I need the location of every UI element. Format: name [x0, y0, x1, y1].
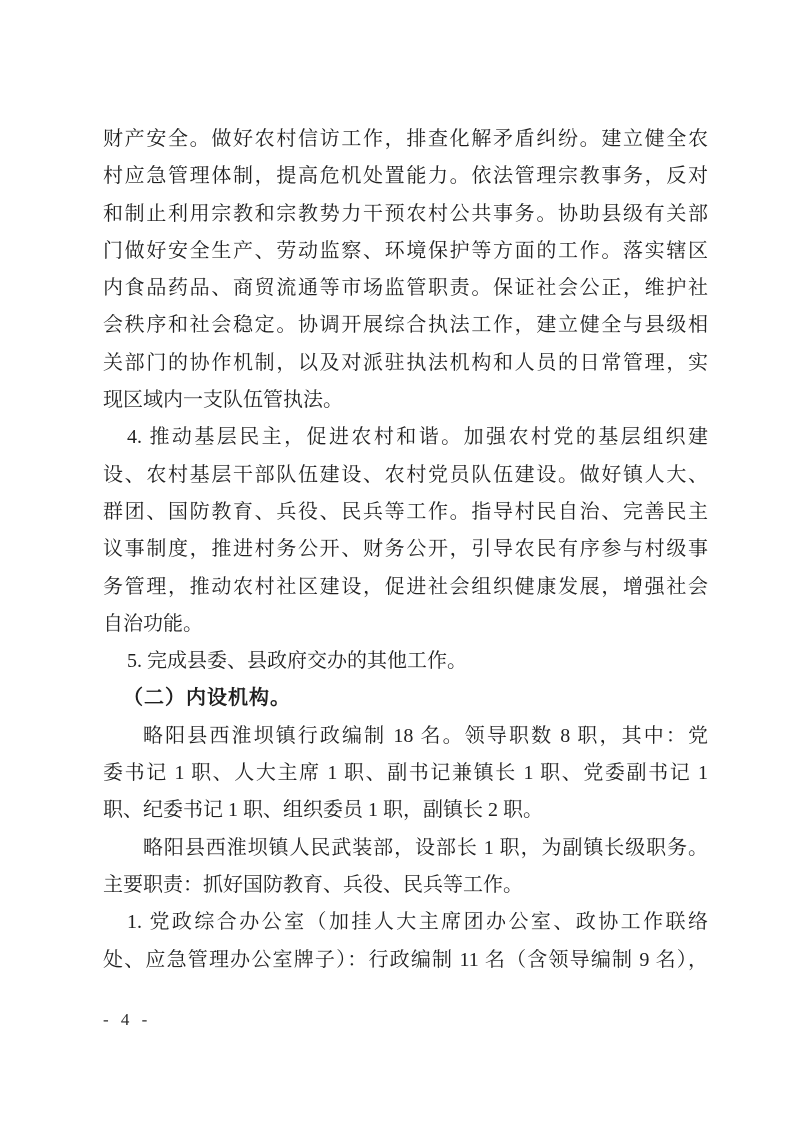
para-administrative-staffing-line-3: 职、纪委书记 1 职、组织委员 1 职，副镇长 2 职。 — [103, 799, 543, 822]
para-duties-continuation-line-3: 和制止利用宗教和宗教势力干预农村公共事务。协助县级有关部 — [103, 202, 708, 225]
para-duties-continuation-line-4: 门做好安全生产、劳动监察、环境保护等方面的工作。落实辖区 — [103, 239, 708, 262]
para-administrative-staffing-line-1: 略阳县西淮坝镇行政编制 18 名。领导职数 8 职，其中：党 — [143, 724, 708, 747]
para-item-4-grassroots-democracy-line-5: 务管理，推动农村社区建设，促进社会组织健康发展，增强社会 — [103, 575, 708, 598]
para-item-4-grassroots-democracy-line-2: 设、农村基层干部队伍建设、农村党员队伍建设。做好镇人大、 — [103, 463, 708, 486]
para-peoples-armed-forces-line-2: 主要职责：抓好国防教育、兵役、民兵等工作。 — [103, 873, 523, 896]
heading-internal-organization-line-1: （二）内设机构。 — [123, 687, 291, 710]
para-office-1-party-government-line-2: 处、应急管理办公室牌子）：行政编制 11 名（含领导编制 9 名）， — [103, 948, 708, 971]
para-item-4-grassroots-democracy-line-1: 4. 推动基层民主，促进农村和谐。加强农村党的基层组织建 — [127, 426, 708, 449]
para-item-5-other-tasks-line-1: 5. 完成县委、县政府交办的其他工作。 — [127, 650, 467, 673]
para-duties-continuation-line-8: 现区域内一支队伍管执法。 — [103, 389, 343, 412]
para-office-1-party-government-line-1: 1. 党政综合办公室（加挂人大主席团办公室、政协工作联络 — [127, 911, 708, 934]
para-duties-continuation-line-5: 内食品药品、商贸流通等市场监管职责。保证社会公正，维护社 — [103, 277, 708, 300]
para-item-4-grassroots-democracy-line-3: 群团、国防教育、兵役、民兵等工作。指导村民自治、完善民主 — [103, 500, 708, 523]
page-number: - 4 - — [103, 1010, 151, 1029]
para-duties-continuation-line-1: 财产安全。做好农村信访工作，排查化解矛盾纠纷。建立健全农 — [103, 128, 708, 150]
para-item-4-grassroots-democracy-line-4: 议事制度，推进村务公开、财务公开，引导农民有序参与村级事 — [103, 538, 708, 561]
para-duties-continuation-line-7: 关部门的协作机制，以及对派驻执法机构和人员的日常管理，实 — [103, 351, 708, 374]
para-duties-continuation-line-6: 会秩序和社会稳定。协调开展综合执法工作，建立健全与县级相 — [103, 314, 708, 337]
para-administrative-staffing-line-2: 委书记 1 职、人大主席 1 职、副书记兼镇长 1 职、党委副书记 1 — [103, 762, 708, 785]
para-item-4-grassroots-democracy-line-6: 自治功能。 — [103, 612, 203, 635]
para-duties-continuation-line-2: 村应急管理体制，提高危机处置能力。依法管理宗教事务，反对 — [103, 165, 708, 188]
document-body — [103, 121, 708, 979]
para-peoples-armed-forces-line-1: 略阳县西淮坝镇人民武装部，设部长 1 职，为副镇长级职务。 — [143, 836, 708, 859]
